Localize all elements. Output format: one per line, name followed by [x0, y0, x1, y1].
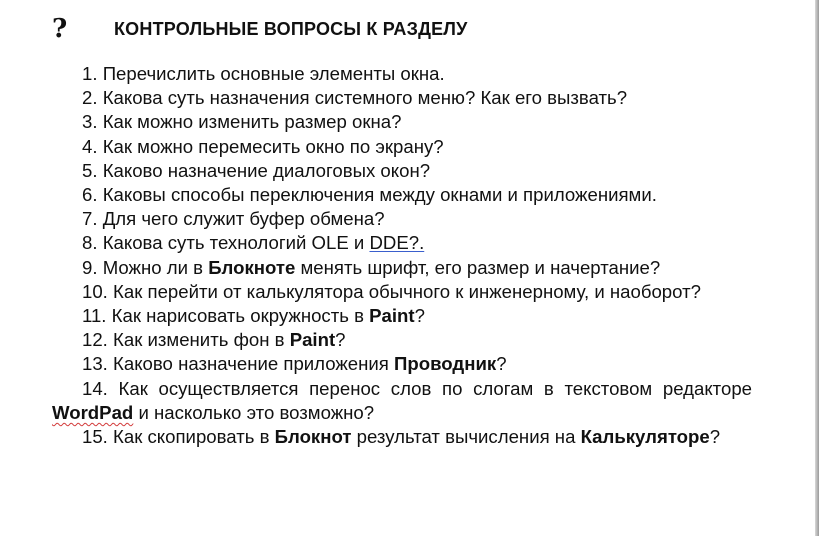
section-header — [52, 12, 468, 46]
list-item: 10. Как перейти от калькулятора обычного к инженерному, и наоборот? — [82, 280, 701, 302]
wordpad-term: WordPad — [52, 401, 134, 423]
list-item: 9. Можно ли в Блокноте менять шрифт, его размер и начертание? — [82, 256, 661, 278]
list-item: 11. Как нарисовать окружность в Paint? — [82, 305, 425, 327]
list-item: 13. Каково назначение приложения Проводник? — [82, 353, 507, 375]
list-item: 15. Как скопировать в Блокнот результат вычисления на Калькуляторе? — [82, 426, 721, 448]
list-item: 14. Как осуществляется перенос слов по слогам в текстовом редакторе WordPad и насколько это возможно? — [52, 377, 753, 423]
list-item: 8. Какова суть технологий OLE и DDE?. — [82, 232, 425, 254]
list-item: 12. Как изменить фон в Paint? — [82, 329, 346, 351]
list-item: 3. Как можно изменить размер окна? — [82, 111, 402, 133]
list-item: 6. Каковы способы переключения между окнами и приложениями. — [82, 184, 657, 206]
list-item: 5. Каково назначение диалоговых окон? — [82, 159, 431, 181]
list-item: 2. Какова суть назначения системного меню? Как его вызвать? — [82, 87, 628, 109]
page-edge — [815, 0, 819, 536]
question-mark-icon: ? — [52, 14, 68, 44]
list-item: 1. Перечислить основные элементы окна. — [82, 63, 445, 84]
list-item: 4. Как можно перемесить окно по экрану? — [82, 135, 444, 157]
section-title: КОНТРОЛЬНЫЕ ВОПРОСЫ К РАЗДЕЛУ — [114, 18, 468, 39]
question-list — [52, 62, 752, 449]
ddelink: DDE?. — [369, 232, 425, 254]
list-item: 7. Для чего служит буфер обмена? — [82, 208, 385, 230]
